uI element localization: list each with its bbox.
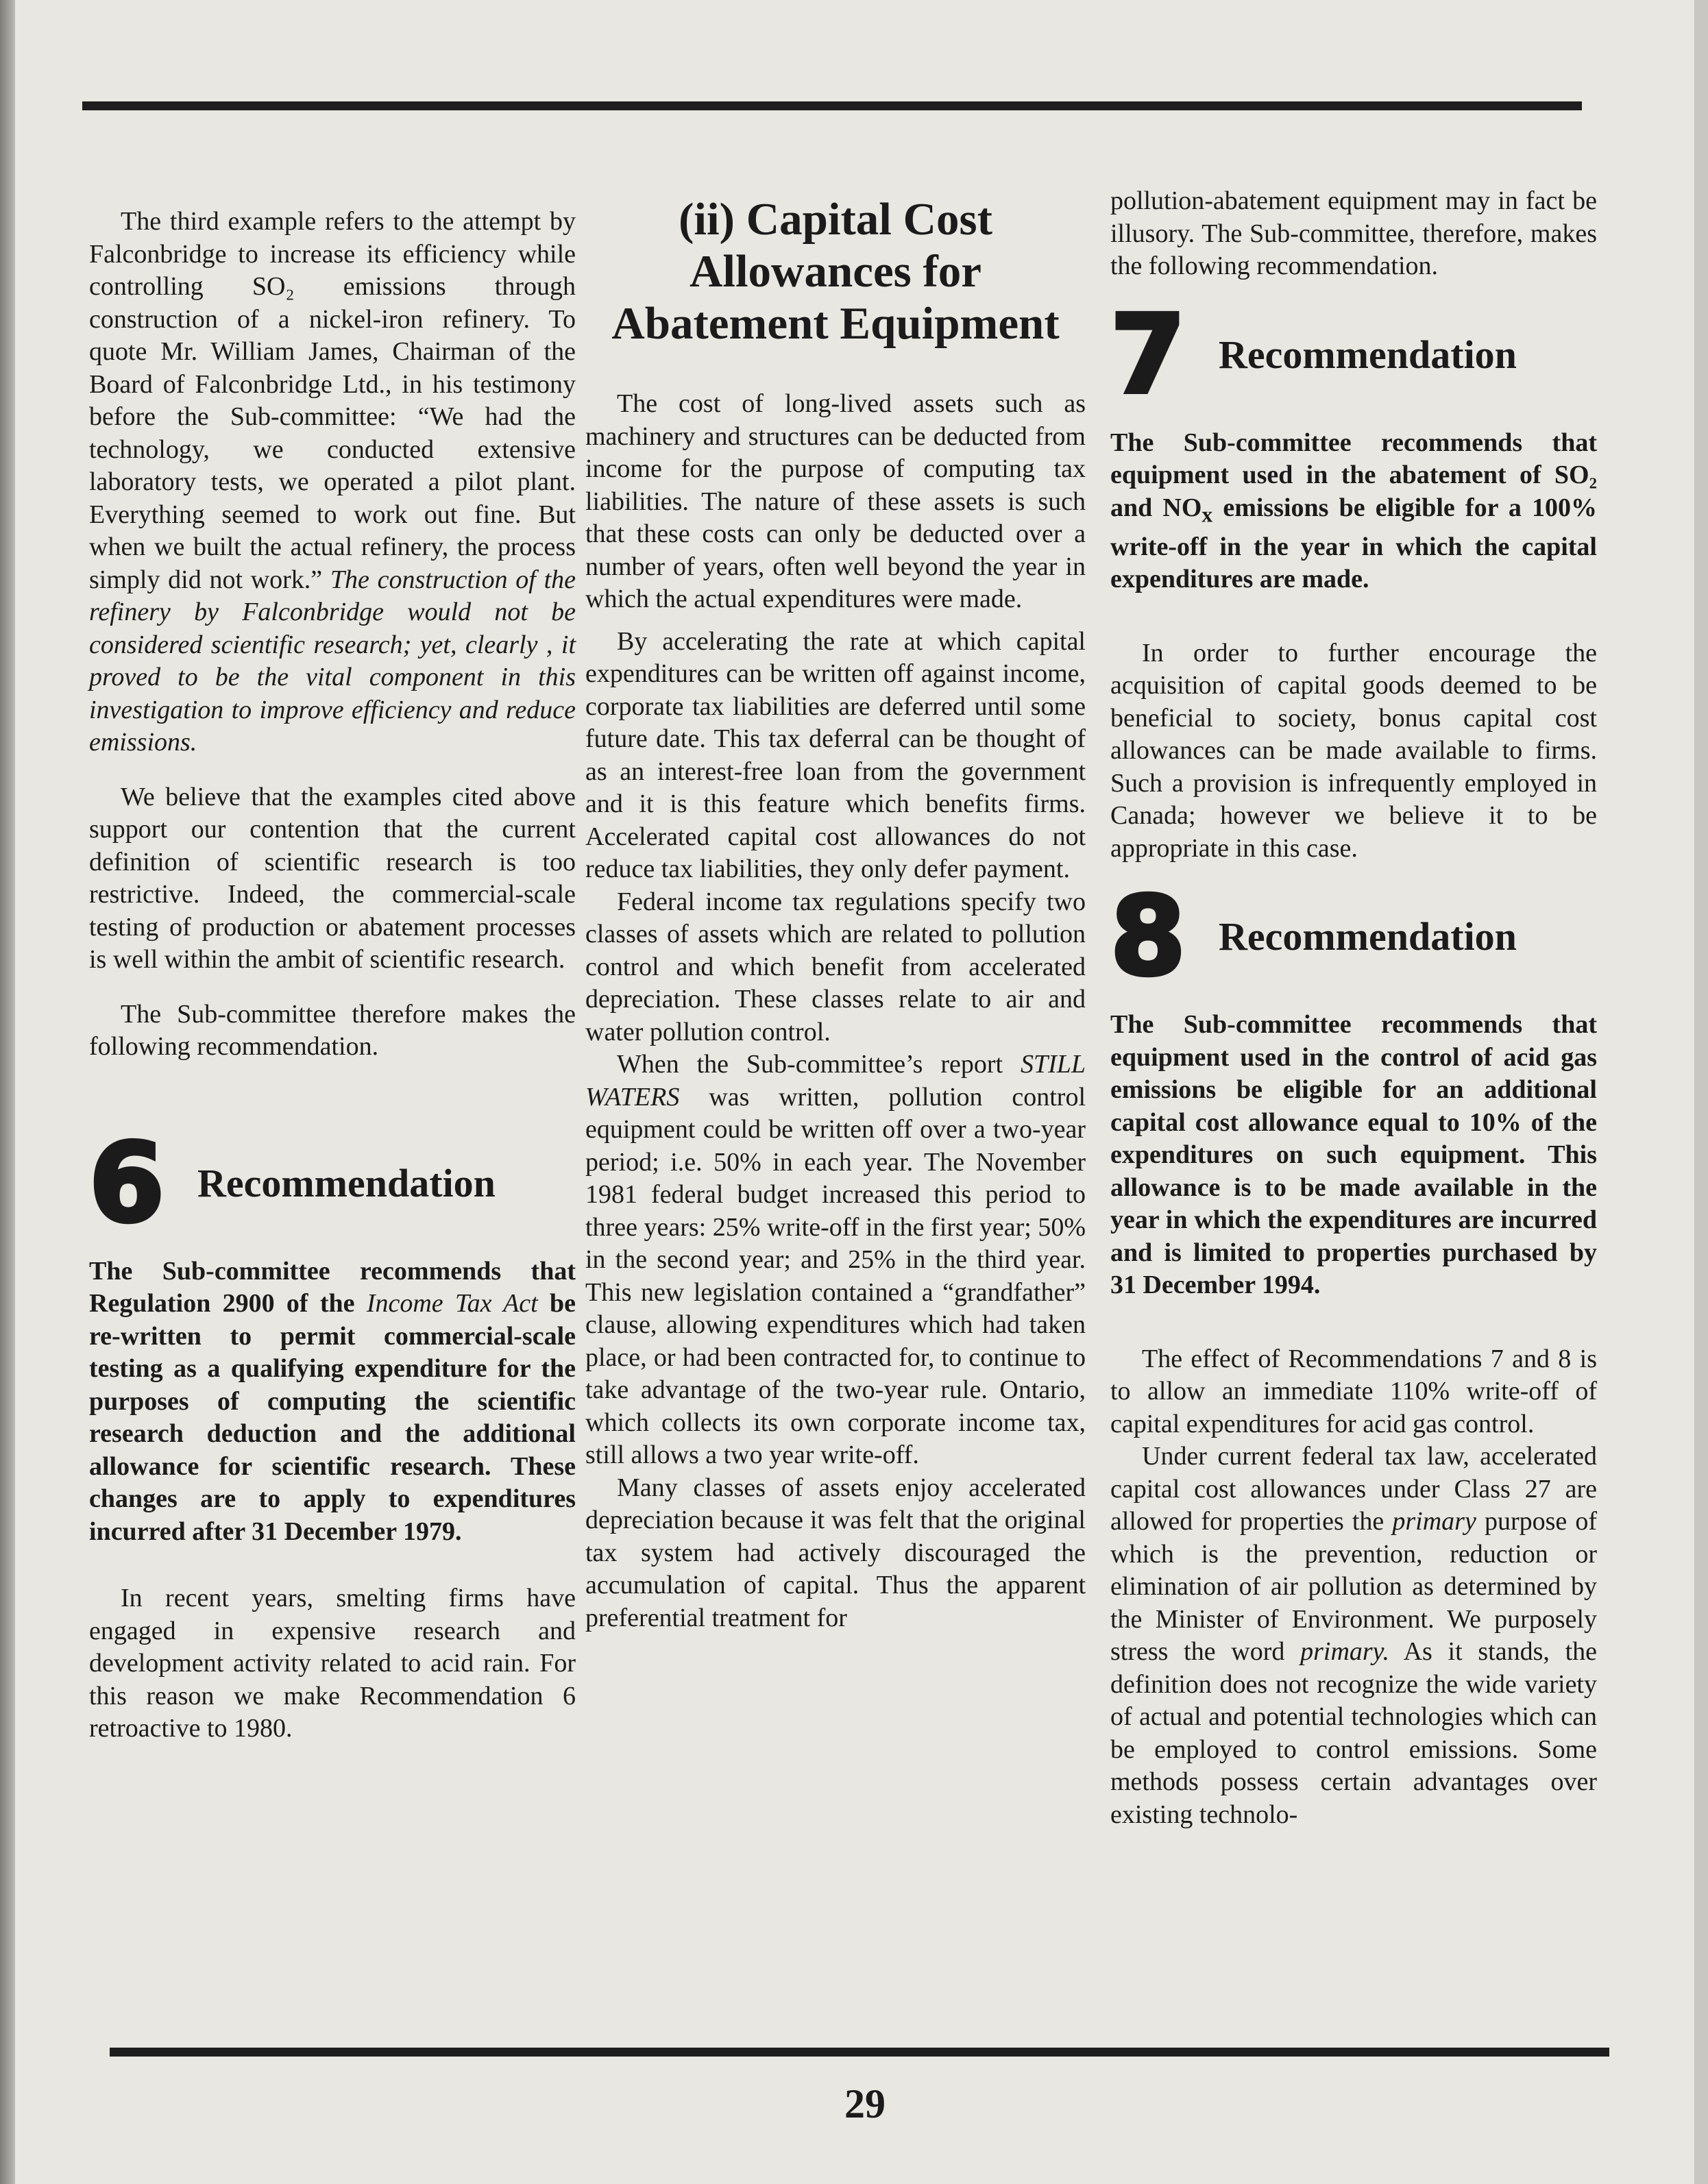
paragraph-class-27: Under current federal tax law, accelerated capital cost allowances under Class 27 are allowed for properties the primary purpose of which is the prevention, reduction or elimination of air pollution as determined by the Minister of Environment. We purposely stress the word primary. As it stands, the definition does not recognize the wide variety of actual and potential technologies which can be employed to control emissions. Some methods possess certain advantages over existing technolo- <box>1110 1442 1598 1829</box>
section-heading: (ii) Capital Cost Allowances for Abatement Equipment <box>611 194 1060 349</box>
column-right <box>1110 185 1597 1831</box>
recommendation-7-heading <box>1110 291 1597 418</box>
paragraph-retroactive: In recent years, smelting firms have engaged in expensive research and development activity related to acid rain. For this reason we make Recommendation 6 retroactive to 1980. <box>89 1584 576 1743</box>
recommendation-7-text: The Sub-committee recommends that equipment used in the abatement of SO₂ and $NO_x$ emissions be eligible for a 100% write-off in the year in which the capital expenditures are made. <box>1110 428 1597 594</box>
paragraph-illusory: pollution-abatement equipment may in fact be illusory. The Sub-committee, therefore, makes the following recommendation. <box>1110 186 1597 280</box>
recommendation-8-label: Recommendation <box>1219 914 1517 959</box>
paragraph-falconbridge-example: The third example refers to the attempt by Falconbridge to increase its efficiency while controlling SO₂ emissions through construction of a nickel-iron refinery. To quote Mr. William James, Chairman of the Board of Falconbridge Ltd., in his testimony before the Sub-committee: “We had the technology, we conducted extensive laboratory tests, we operated a pilot plant. Everything seemed to work out fine. But when we built the actual refinery, the process simply did not work.” The construction of the refinery by Falconbridge would not be considered scientific research; yet, clearly , it proved to be the vital component in this investigation to improve efficiency and reduce emissions. <box>89 207 576 757</box>
bottom-rule <box>110 2048 1609 2057</box>
recommendation-8-number: 8 <box>1110 874 1186 1001</box>
recommendation-7-number: 7 <box>1110 291 1186 418</box>
column-left <box>89 206 576 1745</box>
recommendation-6-number: 6 <box>89 1120 164 1247</box>
paragraph-accelerating-rate: By accelerating the rate at which capital expenditures can be written off against income, corporate tax liabilities are deferred until some future date. This tax deferral can be thought of as an interest-free loan from the government and it is this feature which benefits firms. Accelerated capital cost allowances do not reduce tax liabilities, they only defer payment. <box>585 626 1086 883</box>
recommendation-6-heading <box>89 1120 576 1247</box>
binding-edge <box>0 0 15 2184</box>
recommendation-8-heading <box>1110 874 1597 1001</box>
paragraph-long-lived-assets: The cost of long-lived assets such as machinery and structures can be deducted from income for the purpose of computing tax liabilities. The nature of these assets is such that these costs can only be deducted over a number of years, often well beyond the year in which the actual expenditures were made. <box>585 389 1086 613</box>
document-page <box>15 0 1694 2184</box>
paragraph-tax-regulations: Federal income tax regulations specify two classes of assets which are related to pollution control and which benefit from accelerated depreciation. These classes relate to air and water pollution control. <box>585 887 1086 1046</box>
paragraph-still-waters: When the Sub-committee’s report STILL WATERS was written, pollution control equipment could be written off over a two-year period; i.e. 50% in each year. The November 1981 federal budget increased this period to three years: 25% write-off in the first year; 50% in the second year; and 25% in the third year. This new legislation contained a “grandfather” clause, allowing expenditures which had taken place, or had been contracted for, to continue to take advantage of the two-year rule. Ontario, which collects its own corporate income tax, still allows a two year write-off. <box>585 1050 1086 1469</box>
paragraph-many-classes: Many classes of assets enjoy accelerated depreciation because it was felt that the original tax system had actively discouraged the accumulation of capital. Thus the apparent preferential treatment for <box>585 1473 1086 1632</box>
top-rule <box>82 101 1582 110</box>
paragraph-recommendation-intro: The Sub-committee therefore makes the following recommendation. <box>89 999 576 1061</box>
recommendation-6-label: Recommendation <box>197 1160 496 1205</box>
page-number: 29 <box>844 2081 886 2126</box>
paragraph-restrictive-definition: We believe that the examples cited above support our contention that the current definition of scientific research is too restrictive. Indeed, the commercial-scale testing of production or abatement processes is well within the ambit of scientific research. <box>89 782 576 974</box>
recommendation-8-text: The Sub-committee recommends that equipment used in the control of acid gas emissions be eligible for an additional capital cost allowance equal to 10% of the expenditures on such equipment. This allowance is to be made available in the year in which the expenditures are incurred and is limited to properties purchased by 31 December 1994. <box>1110 1010 1597 1300</box>
paragraph-effect-of-recommendations: The effect of Recommendations 7 and 8 is to allow an immediate 110% write-off of capital expenditures for acid gas control. <box>1110 1344 1597 1438</box>
recommendation-6-text: The Sub-committee recommends that Regulation 2900 of the Income Tax Act be re-written to permit commercial-scale testing as a qualifying expenditure for the purposes of computing the scientific research deduction and the additional allowance for scientific research. These changes are to apply to expenditures incurred after 31 December 1979. <box>89 1256 576 1546</box>
column-middle <box>585 193 1086 1634</box>
paragraph-bonus-allowances: In order to further encourage the acquisition of capital goods deemed to be beneficial to society, bonus capital cost allowances can be made available to firms. Such a provision is infrequently employed in Canada; however we believe it to be appropriate in this case. <box>1110 638 1597 863</box>
recommendation-7-label: Recommendation <box>1219 332 1517 377</box>
